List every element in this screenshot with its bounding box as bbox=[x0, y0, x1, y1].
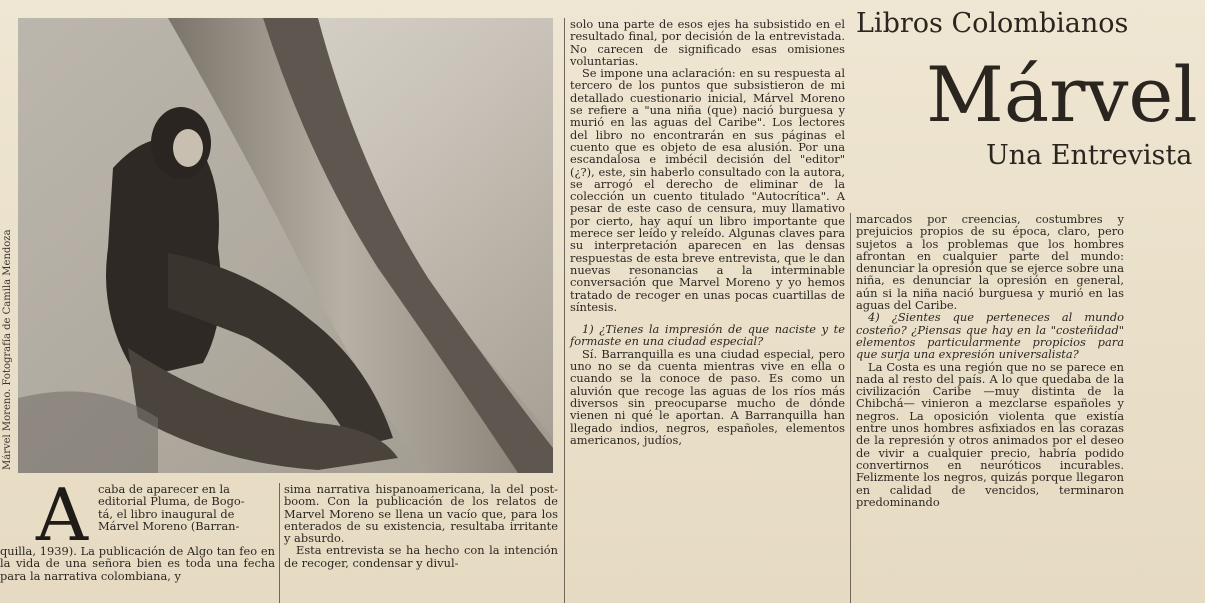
column-two bbox=[284, 483, 558, 569]
paragraph: Sí. Barranquilla es una ciudad especial, pero uno no se da cuenta mientras vive en ella o cuando se la conoce de paso. Es como un aluvión que recoge las aguas de los ríos más diversos sin preocuparse mucho de dónde vienen ni qué le aportan. A Barranquilla han llegado indios, negros, españoles, elementos americanos, judíos, bbox=[570, 346, 845, 447]
paragraph: La Costa es una región que no se parece en nada al resto del país. A lo que quedaba de la civilización Caribe —muy distinta de la Chibchá— vinieron a mezclarse españoles y negros. La oposición violenta que existía entre unos hombres asfixiados en las corazas de la represión y otros animados por el deseo de vivir a cualquier precio, habría podido convertirnos en neuróticos incurables. Felizmente los negros, quizás porque llegaron en calidad de vencidos, terminaron predominando bbox=[856, 359, 1124, 509]
photo-credit: Márvel Moreno. Fotografía de Camila Mendoza bbox=[2, 229, 13, 470]
paragraph: marcados por creencias, costumbres y prejuicios propios de su época, claro, pero sujetos a los problemas que los hombres afrontan en cualquier parte del mundo: denunciar la opresión que se ejerce sobre una niña, es denunciar la opresión en general, aún si la niña nació burguesa y murió en las aguas del Caribe. bbox=[856, 212, 1124, 313]
column-rule bbox=[850, 213, 851, 603]
portrait-illustration bbox=[18, 18, 553, 473]
column-three bbox=[570, 18, 845, 446]
question: 4) ¿Sientes que perteneces al mundo costeño? ¿Piensas que hay en la "costeñidad" elementos particularmente propicios para que surja una expresión universalista? bbox=[856, 310, 1124, 362]
text-line: tá, el libro inaugural de bbox=[98, 506, 235, 521]
paragraph: Se impone una aclaración: en su respuesta al tercero de los puntos que subsistieron de mi detallado cuestionario inicial, Márvel Moreno se refiere a "una niña (que) nació burguesa y murió en las aguas del Caribe". Los lectores del libro no encontrarán en sus páginas el cuento que es objeto de esa alusión. Por una escandalosa e imbécil decisión del "editor" (¿?), este, sin haberlo consultado con la autora, se arrogó el derecho de eliminar de la colección un cuento titulado "Autocrítica". A pesar de este caso de censura, muy llamativo por cierto, hay aquí un libro importante que merece ser leído y releído. Algunas claves para su interpretación aparecen en las densas respuestas de esta breve entrevista, que le dan nuevas resonancias a la interminable conversación que Marvel Moreno y yo hemos tratado de recoger en unas pocas cuartillas de síntesis. bbox=[570, 66, 845, 314]
paragraph: sima narrativa hispanoamericana, la del post-boom. Con la publicación de los relatos de Marvel Moreno se llena un vacío que, para los enterados de su existencia, resultaba irritante y absurdo. bbox=[284, 482, 558, 546]
article-title: Márvel bbox=[926, 50, 1198, 139]
text-line: caba de aparecer en la bbox=[98, 482, 230, 496]
column-four bbox=[856, 213, 1124, 508]
text-line: Márvel Moreno (Barran- bbox=[98, 518, 240, 533]
paragraph: Esta entrevista se ha hecho con la intención de recoger, condensar y divul- bbox=[284, 543, 558, 570]
text-line: editorial Pluma, de Bogo- bbox=[98, 494, 245, 509]
article-subtitle: Una Entrevista bbox=[986, 140, 1193, 171]
column-one bbox=[0, 473, 275, 583]
column-rule bbox=[279, 483, 280, 603]
paragraph: solo una parte de esos ejes ha subsistido en el resultado final, por decisión de la entrevistada. No carecen de significado esas omisiones voluntarias. bbox=[570, 17, 845, 68]
question: 1) ¿Tienes la impresión de que naciste y te formaste en una ciudad especial? bbox=[570, 322, 845, 349]
portrait-photo bbox=[18, 18, 553, 473]
column-rule bbox=[564, 18, 565, 603]
paragraph: quilla, 1939). La publicación de Algo tan feo en la vida de una señora bien es toda una fecha para la narrativa colombiana, y bbox=[0, 544, 275, 583]
series-heading: Libros Colombianos bbox=[856, 8, 1129, 39]
drop-cap: A bbox=[36, 473, 88, 557]
